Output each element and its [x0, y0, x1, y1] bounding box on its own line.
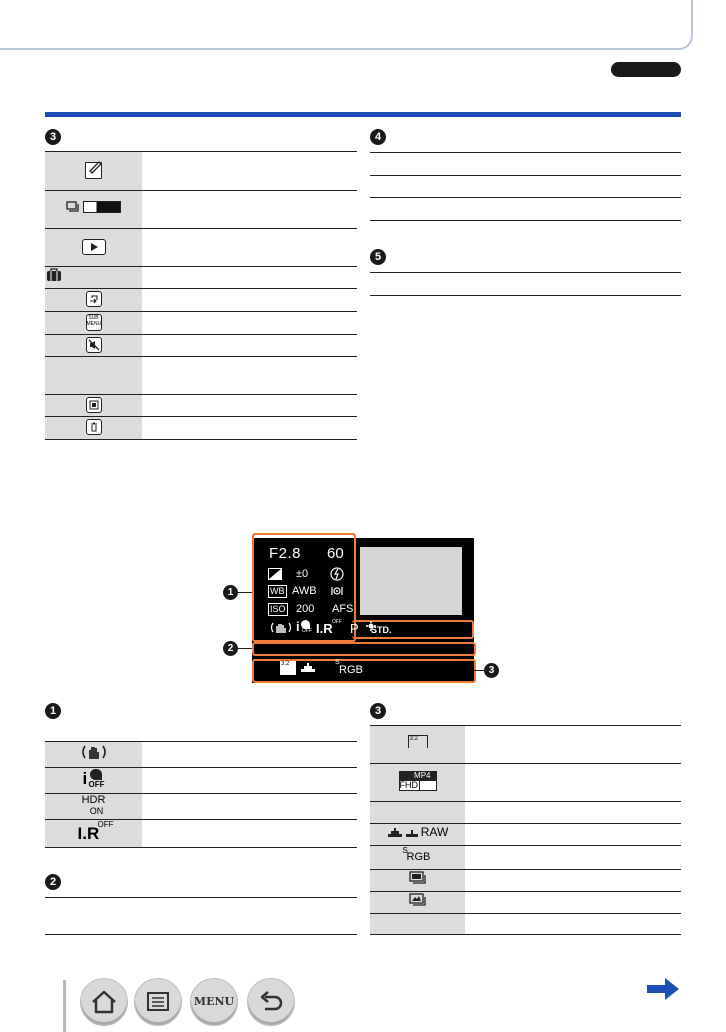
- icon-cell: [370, 891, 465, 913]
- table-rule: [45, 934, 357, 935]
- edit-pencil-icon: [85, 162, 102, 179]
- grid-icon: [86, 397, 102, 413]
- iso-value: 200: [296, 603, 315, 615]
- ir-off-text: OFF: [97, 819, 114, 829]
- export-arrow-icon: [86, 291, 102, 307]
- table-rule: [370, 220, 681, 221]
- focus-mode: AFS: [332, 603, 354, 615]
- suitcase-icon: [46, 268, 62, 282]
- table-row: [45, 742, 357, 767]
- icon-cell: [45, 288, 142, 311]
- iso-label: ISO: [270, 604, 286, 614]
- callout-2: 2: [223, 641, 238, 656]
- table-row: [45, 394, 357, 416]
- trash-icon: [86, 419, 102, 435]
- icon-cell: [370, 726, 465, 763]
- display-icons-table-3b: [370, 726, 681, 935]
- mp4-text: MP4: [399, 771, 437, 780]
- aspect-text: 3:2: [409, 736, 418, 743]
- fhd-box: [399, 780, 437, 791]
- sub-menu-icon: [86, 314, 102, 331]
- table-row: [45, 266, 357, 288]
- icon-cell: [45, 793, 142, 819]
- srgb-s-text: S: [402, 845, 408, 855]
- colorspace-s: S: [335, 659, 340, 666]
- icon-cell: [370, 823, 465, 845]
- ir-icon: I.R: [316, 621, 333, 636]
- callout-leader-2: [238, 648, 252, 649]
- icon-cell: [45, 152, 142, 190]
- nav-divider: [63, 980, 66, 1032]
- quality-raw-icon: [387, 826, 449, 838]
- list-icon: [135, 979, 181, 1025]
- icon-cell: [45, 334, 142, 356]
- table-rule: [370, 175, 681, 176]
- callout-1: 1: [223, 585, 238, 600]
- hdr-text: HDR: [81, 793, 106, 806]
- aperture-value: F2.8: [269, 545, 302, 562]
- aspect-text: 3:2: [281, 661, 290, 667]
- table-row: [370, 891, 681, 913]
- post-focus-icon: [409, 893, 427, 907]
- table-row: [370, 726, 681, 763]
- display-icons-table-3: [45, 152, 357, 440]
- wb-label: WB: [270, 586, 285, 596]
- photo-style-value: STD.: [371, 625, 392, 635]
- table-rule: [370, 197, 681, 198]
- ir-off-icon: [77, 819, 114, 843]
- back-arrow-icon: [248, 979, 294, 1025]
- section-number-2: 2: [45, 874, 61, 890]
- section-number-4: 4: [370, 129, 386, 145]
- aspect-ratio-icon: [408, 735, 428, 748]
- iq-off: OFF: [302, 628, 312, 634]
- icon-cell: [45, 190, 142, 228]
- flash-off-icon: [330, 567, 344, 581]
- callout-3: 3: [484, 663, 499, 678]
- back-button[interactable]: [247, 978, 295, 1026]
- ir-off: OFF: [332, 619, 342, 625]
- contents-button[interactable]: [134, 978, 182, 1026]
- table-row: [45, 793, 357, 819]
- metering-icon: [330, 584, 344, 598]
- callout-box-2: [252, 642, 476, 656]
- std-quality-icon: [405, 829, 419, 838]
- iq-off-text: OFF: [88, 779, 105, 789]
- table-row: [45, 416, 357, 439]
- sub-text: SUB: [88, 314, 99, 321]
- icon-cell: [370, 913, 465, 934]
- iq-off-icon: [82, 768, 106, 788]
- stabilizer-icon: [81, 744, 107, 760]
- icon-cell: [45, 356, 142, 394]
- raw-text: RAW: [420, 825, 449, 839]
- fhd-text: FHD: [399, 780, 418, 790]
- hdr-on-text: ON: [89, 805, 104, 816]
- srgb-icon: [403, 846, 433, 864]
- page-header-frame: [0, 0, 693, 50]
- table-row: [45, 190, 357, 228]
- quality-icon: [300, 662, 316, 673]
- section-number-1: 1: [45, 703, 61, 719]
- table-row: [45, 152, 357, 190]
- home-icon: [81, 979, 127, 1025]
- table-row: [370, 801, 681, 823]
- icon-cell: [370, 763, 465, 801]
- icon-cell: [45, 266, 142, 288]
- icon-cell: [45, 228, 142, 266]
- icon-cell: [370, 869, 465, 891]
- section-number-5: 5: [370, 249, 386, 265]
- callout-leader-3: [474, 670, 484, 671]
- mode-p: P: [350, 621, 359, 636]
- table-row: [370, 913, 681, 934]
- table-row: [45, 356, 357, 394]
- table-rule: [45, 897, 357, 898]
- icon-cell: [45, 767, 142, 793]
- menu-label: MENU: [193, 995, 235, 1008]
- icon-cell: [45, 394, 142, 416]
- table-rule: [370, 295, 681, 296]
- icon-cell: [45, 311, 142, 334]
- stabilizer-icon: [270, 621, 292, 634]
- colorspace-value: RGB: [339, 664, 363, 676]
- table-row: [370, 823, 681, 845]
- ir-text: I.R: [77, 823, 100, 843]
- fine-quality-icon: [387, 827, 403, 838]
- section-number-3: 3: [45, 129, 61, 145]
- iq-icon-i: i: [296, 619, 300, 634]
- menu-text: MENU: [86, 320, 102, 327]
- display-icons-table-1: [45, 742, 357, 848]
- table-row: [45, 334, 357, 356]
- exposure-value: ±0: [296, 568, 309, 580]
- 4k-photo-icon: [409, 871, 427, 885]
- hdr-on-icon: [82, 794, 106, 816]
- menu-button[interactable]: [190, 978, 238, 1026]
- table-row: [370, 869, 681, 891]
- next-page-arrow-icon[interactable]: [645, 976, 681, 1002]
- icon-cell: [45, 742, 142, 767]
- table-row: [45, 288, 357, 311]
- section-number-3b: 3: [370, 703, 386, 719]
- mp4-fhd-icon: [399, 771, 437, 791]
- wb-value: AWB: [292, 585, 317, 597]
- table-row: [45, 767, 357, 793]
- section-tab-pill: [611, 62, 681, 77]
- table-row: [45, 311, 357, 334]
- icon-cell: [370, 801, 465, 823]
- icon-cell: [370, 845, 465, 869]
- playback-icon: [82, 239, 106, 255]
- section-rule: [45, 112, 681, 117]
- table-row: [45, 819, 357, 847]
- table-row: [370, 763, 681, 801]
- iq-shape: [90, 769, 102, 780]
- live-view-area: [360, 547, 462, 615]
- shutter-value: 60: [327, 545, 344, 562]
- table-rule: [370, 272, 681, 273]
- icon-cell: [45, 416, 142, 439]
- srgb-text: RGB: [406, 850, 431, 863]
- exposure-comp-icon: [268, 568, 282, 580]
- table-rule: [370, 152, 681, 153]
- icon-cell: [45, 819, 142, 847]
- table-row: [370, 845, 681, 869]
- callout-leader-1: [238, 592, 252, 593]
- iq-i: i: [82, 768, 88, 788]
- mute-icon: [86, 337, 102, 353]
- home-button[interactable]: [80, 978, 128, 1026]
- burst-bar-icon: [66, 201, 121, 213]
- table-row: [45, 228, 357, 266]
